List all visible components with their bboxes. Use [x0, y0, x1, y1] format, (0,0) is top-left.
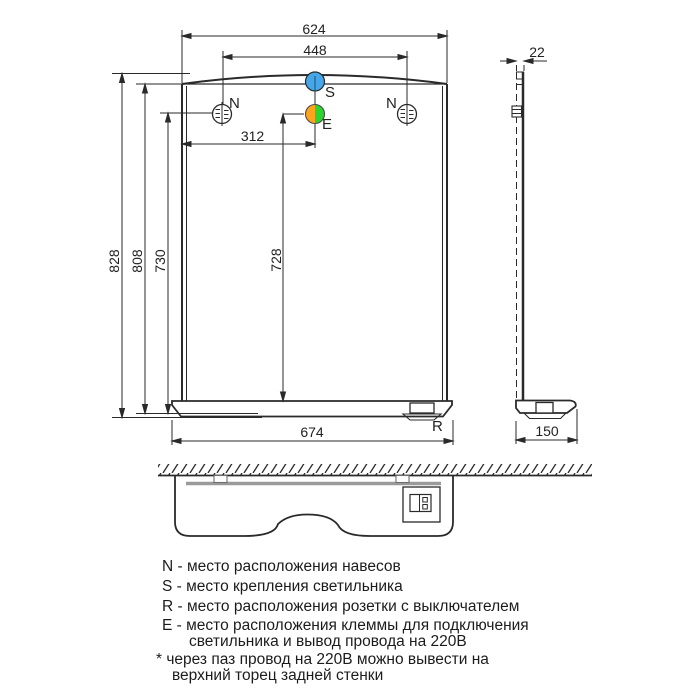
legend-e-line2: светильника и вывод провода на 220В [189, 633, 467, 650]
socket-box-side [536, 403, 553, 414]
marker-n-right-label: N [386, 95, 397, 112]
hanger-notch-right [396, 476, 409, 483]
dim-674-label: 674 [300, 424, 324, 440]
marker-n-left-label: N [229, 95, 240, 112]
legend-s: S - место крепления светильника [162, 578, 403, 595]
dim-312-label: 312 [240, 128, 265, 144]
legend-n: N - место расположения навесов [162, 558, 401, 575]
front-view [112, 30, 453, 445]
dim-448-label: 448 [303, 42, 327, 58]
socket-box-front [410, 403, 434, 413]
dim-728-label: 728 [268, 248, 284, 272]
hanger-marker-right [398, 102, 417, 126]
dim-624-label: 624 [302, 21, 326, 37]
legend-e-line1: E - место расположения клеммы для подключения [162, 617, 529, 634]
legend-note-line2: верхний торец задней стенки [172, 667, 384, 684]
side-hanger-detail [512, 106, 522, 117]
dim-730-label: 730 [152, 249, 168, 273]
side-shelf [516, 401, 576, 419]
side-view [500, 59, 577, 445]
wall-hatching [158, 464, 592, 476]
dim-150-label: 150 [535, 423, 559, 439]
dim-22-label: 22 [529, 44, 545, 60]
legend-note-line1: * через паз провод на 220В можно вывести на [156, 651, 489, 668]
socket-with-switch [403, 487, 440, 522]
terminal-half-left [306, 105, 316, 124]
light-marker [306, 72, 325, 92]
hanger-notch-left [214, 476, 227, 483]
legend-r: R - место расположения розетки с выключателем [162, 598, 520, 615]
dim-828-label: 828 [106, 249, 122, 273]
marker-r-label: R [432, 418, 443, 435]
dim-728-lines [281, 114, 305, 401]
dim-22-lines [500, 59, 547, 72]
dim-808-label: 808 [129, 249, 145, 273]
marker-e-label: E [322, 116, 333, 133]
bottom-view [158, 464, 592, 536]
marker-s-label: S [325, 84, 336, 101]
